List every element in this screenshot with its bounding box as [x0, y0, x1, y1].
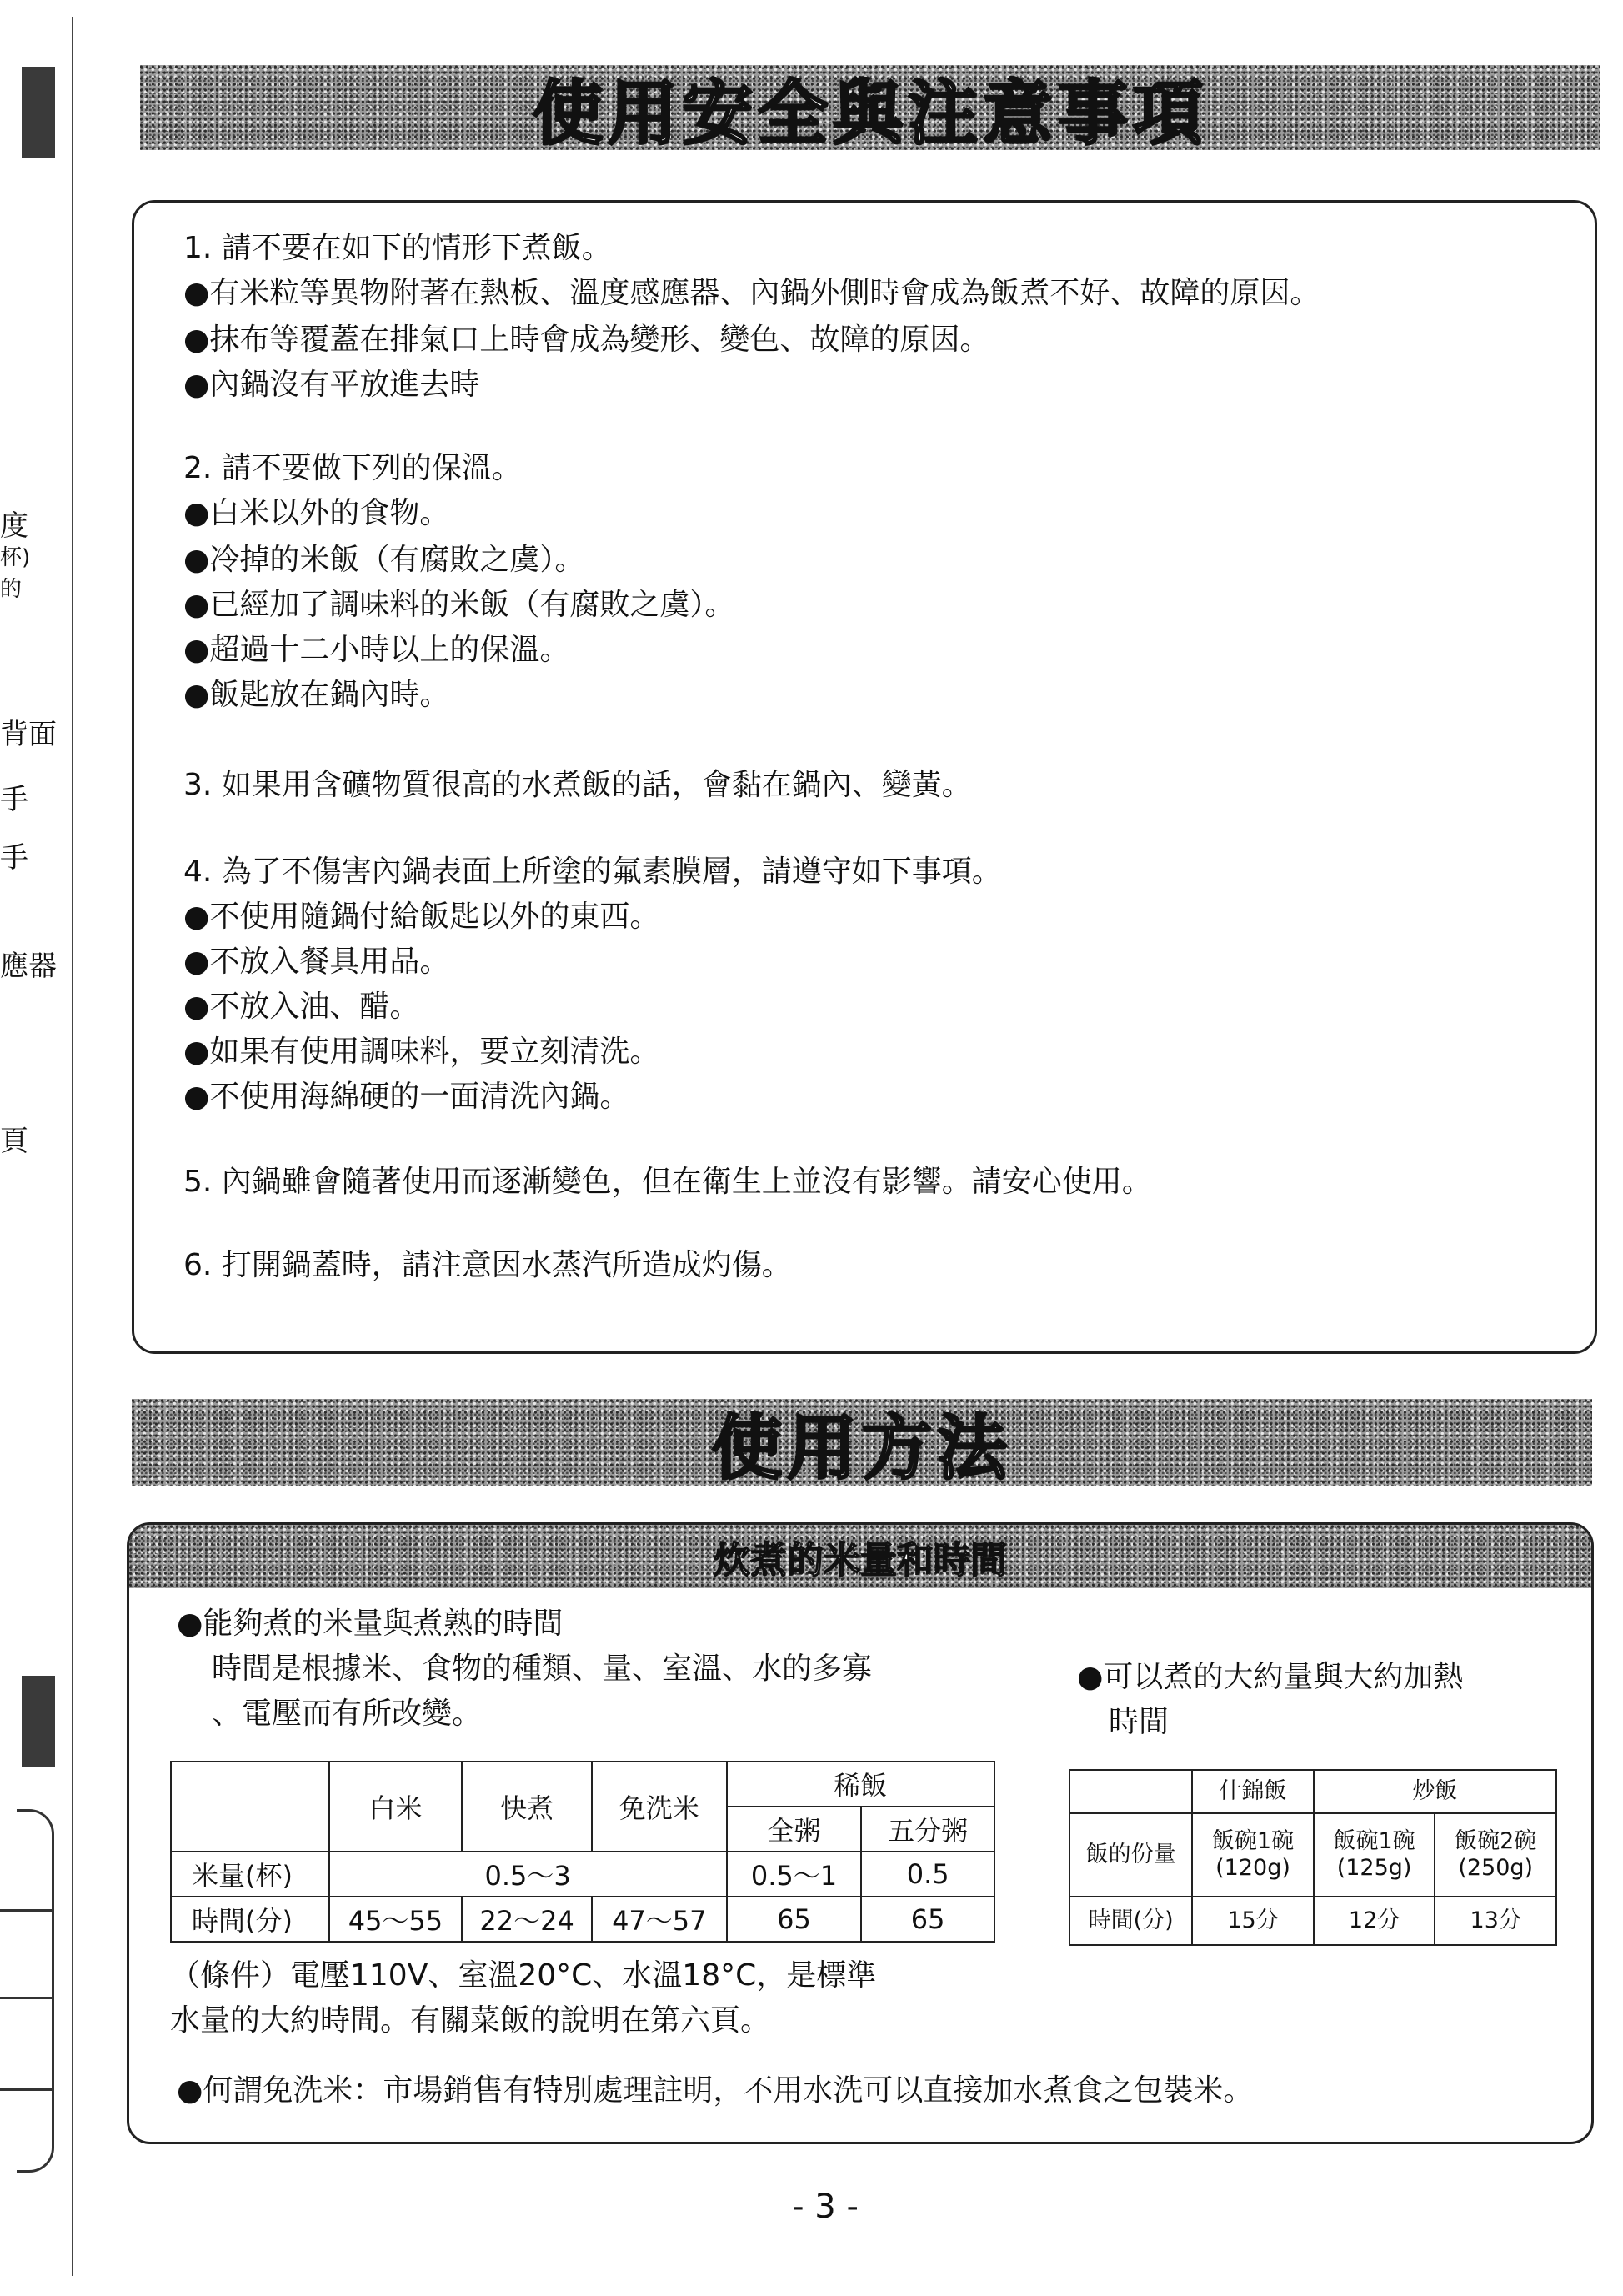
- page-number: - 3 -: [792, 2188, 859, 2226]
- table-header: 稀飯: [727, 1762, 994, 1807]
- table-row: [1069, 1813, 1556, 1897]
- table-cell: 22〜24: [462, 1897, 592, 1942]
- row-label: 飯的份量: [1069, 1813, 1192, 1897]
- table-cell: 65: [727, 1897, 862, 1942]
- item-4-bullet: ●不使用海綿硬的一面清洗內鍋。: [183, 1080, 630, 1114]
- table-row: [1069, 1897, 1556, 1945]
- table-header: 白米: [329, 1762, 463, 1852]
- item-2: 2. 請不要做下列的保溫。: [183, 451, 522, 485]
- table-header: 炒飯: [1314, 1770, 1556, 1813]
- item-4-bullet: ●如果有使用調味料，要立刻清洗。: [183, 1035, 660, 1069]
- table-cell: 12分: [1314, 1897, 1435, 1945]
- rice-time-table: [170, 1761, 995, 1943]
- table-cell: 0.5〜1: [727, 1852, 862, 1897]
- wash-free-note: ●何謂免洗米：市場銷售有特別處理註明，不用水洗可以直接加水煮食之包裝米。: [177, 2073, 1254, 2108]
- item-1-bullet: ●有米粒等異物附著在熱板、溫度感應器、內鍋外側時會成為飯煮不好、故障的原因。: [183, 276, 1320, 310]
- margin-fragment: 手: [0, 842, 28, 874]
- estimate-heading-line: ●可以煮的大約量與大約加熱: [1077, 1660, 1464, 1694]
- margin-fragment: 度: [0, 510, 28, 542]
- cell-line: 飯碗1碗: [1333, 1828, 1415, 1854]
- cook-desc-line: 、電壓而有所改變。: [212, 1697, 483, 1731]
- margin-tick: [0, 1997, 52, 1999]
- table-row: [171, 1762, 994, 1807]
- margin-fragment: 的: [0, 577, 23, 602]
- item-2-bullet: ●飯匙放在鍋內時。: [183, 678, 450, 712]
- table-header: 什錦飯: [1192, 1770, 1314, 1813]
- table-header: 免洗米: [592, 1762, 727, 1852]
- mixed-rice-table: [1069, 1769, 1557, 1946]
- table-subheader: 全粥: [727, 1807, 862, 1852]
- item-1-bullet: ●抹布等覆蓋在排氣口上時會成為變形、變色、故障的原因。: [183, 323, 990, 357]
- table-cell: 13分: [1435, 1897, 1556, 1945]
- usage-banner: [132, 1399, 1592, 1489]
- usage-subtitle-bar: [129, 1525, 1591, 1588]
- cell-line: 飯碗2碗: [1455, 1828, 1537, 1854]
- item-2-bullet: ●已經加了調味料的米飯（有腐敗之虞）。: [183, 588, 735, 622]
- condition-line: （條件）電壓110V、室溫20°C、水溫18°C，是標準: [170, 1958, 877, 1993]
- table-cell: 45〜55: [329, 1897, 463, 1942]
- cell-line: (125g): [1336, 1855, 1412, 1881]
- margin-fragment: 杯): [0, 545, 31, 570]
- item-2-bullet: ●冷掉的米飯（有腐敗之虞）。: [183, 543, 585, 577]
- table-row: [171, 1852, 994, 1897]
- binding-tab-bottom: [22, 1676, 55, 1767]
- binding-line: [72, 17, 73, 2276]
- safety-title: 使用安全與注意事項: [532, 72, 1208, 154]
- margin-tick: [0, 1909, 52, 1912]
- table-header: 快煮: [462, 1762, 592, 1852]
- row-label: 時間(分): [1069, 1897, 1192, 1945]
- table-row: [1069, 1770, 1556, 1813]
- margin-fragment: 手: [0, 784, 28, 815]
- table-row: [171, 1897, 994, 1942]
- table-cell: 0.5〜3: [329, 1852, 727, 1897]
- usage-title: 使用方法: [711, 1406, 1012, 1489]
- table-cell: [1192, 1813, 1314, 1897]
- table-corner-cell: [171, 1762, 329, 1852]
- row-label: 時間(分): [171, 1897, 329, 1942]
- binding-tab-top: [22, 67, 55, 158]
- cell-line: 飯碗1碗: [1211, 1828, 1295, 1854]
- cell-line: (120g): [1215, 1855, 1290, 1881]
- table-cell: [1314, 1813, 1435, 1897]
- margin-fragment: 背面: [0, 719, 57, 750]
- table-cell: 15分: [1192, 1897, 1314, 1945]
- margin-fragment: 頁: [0, 1125, 28, 1157]
- table-cell: 0.5: [861, 1852, 994, 1897]
- margin-bracket: [17, 1809, 54, 2173]
- item-5: 5. 內鍋雖會隨著使用而逐漸變色，但在衛生上並沒有影響。請安心使用。: [183, 1165, 1152, 1199]
- cook-heading: ●能夠煮的米量與煮熟的時間: [177, 1607, 564, 1641]
- condition-line: 水量的大約時間。有關菜飯的說明在第六頁。: [170, 2003, 771, 2038]
- table-subheader: 五分粥: [861, 1807, 994, 1852]
- item-1: 1. 請不要在如下的情形下煮飯。: [183, 231, 612, 265]
- table-cell: [1435, 1813, 1556, 1897]
- table-cell: 47〜57: [592, 1897, 727, 1942]
- item-4: 4. 為了不傷害內鍋表面上所塗的氟素膜層，請遵守如下事項。: [183, 855, 1002, 889]
- item-3: 3. 如果用含礦物質很高的水煮飯的話，會黏在鍋內、變黃。: [183, 768, 972, 802]
- item-2-bullet: ●白米以外的食物。: [183, 496, 450, 530]
- row-label: 米量(杯): [171, 1852, 329, 1897]
- usage-subtitle: 炊煮的米量和時間: [714, 1539, 1007, 1582]
- item-4-bullet: ●不放入油、醋。: [183, 990, 420, 1024]
- table-cell: 65: [861, 1897, 994, 1942]
- cell-line: (250g): [1458, 1855, 1534, 1881]
- margin-tick: [0, 2088, 52, 2091]
- item-1-bullet: ●內鍋沒有平放進去時: [183, 368, 480, 402]
- safety-banner: [140, 65, 1600, 154]
- cook-desc-line: 時間是根據米、食物的種類、量、室溫、水的多寡: [212, 1652, 873, 1686]
- item-2-bullet: ●超過十二小時以上的保溫。: [183, 633, 570, 667]
- table-corner-cell: [1069, 1770, 1192, 1813]
- item-4-bullet: ●不使用隨鍋付給飯匙以外的東西。: [183, 900, 660, 934]
- item-6: 6. 打開鍋蓋時，請注意因水蒸汽所造成灼傷。: [183, 1248, 792, 1282]
- item-4-bullet: ●不放入餐具用品。: [183, 945, 450, 979]
- estimate-heading-line: 時間: [1109, 1705, 1170, 1739]
- margin-fragment: 應器: [0, 950, 57, 982]
